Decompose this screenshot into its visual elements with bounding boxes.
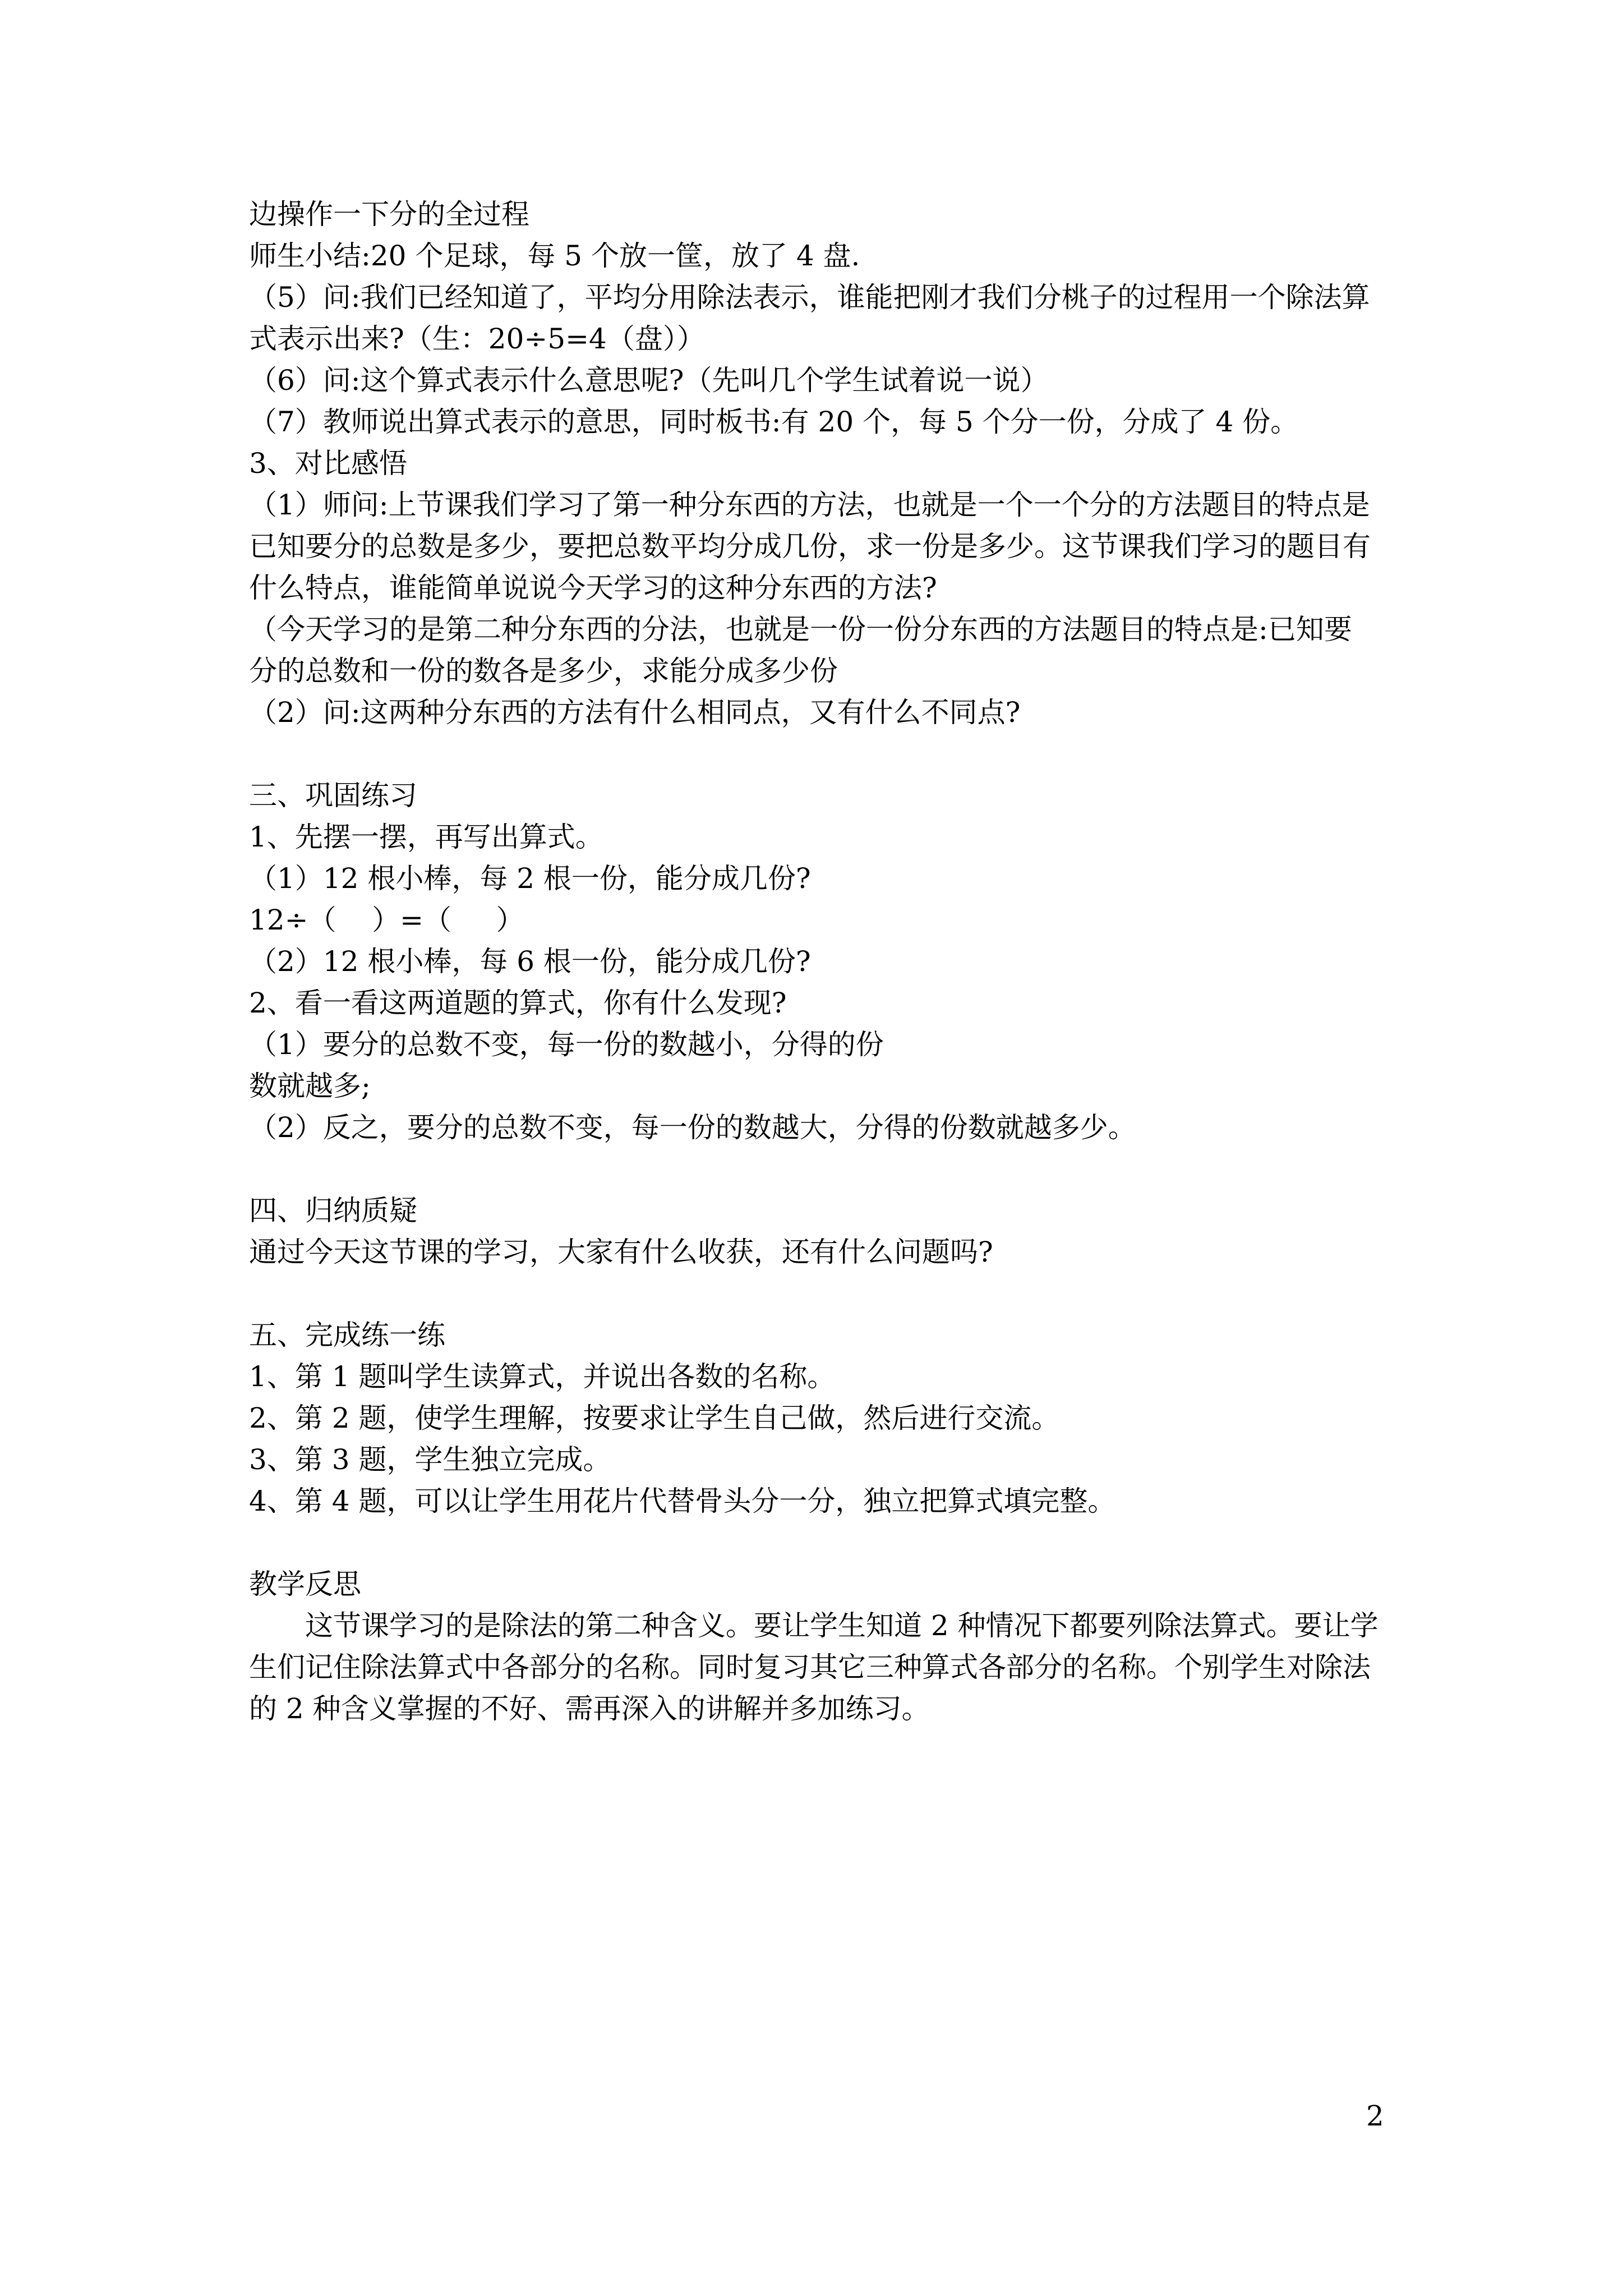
text-line: 分的总数和一份的数各是多少，求能分成多少份 [249, 655, 838, 687]
reflection-paragraph-line: 这节课学习的是除法的第二种含义。要让学生知道 2 种情况下都要列除法算式。要让学 [305, 1609, 1378, 1642]
blank-line [249, 1522, 1404, 1563]
section-heading: 教学反思 [249, 1568, 361, 1600]
section-heading: 五、完成练一练 [249, 1319, 445, 1351]
text-line: 师生小结:20 个足球，每 5 个放一筐，放了 4 盘. [249, 240, 860, 272]
text-line: 1、第 1 题叫学生读算式，并说出各数的名称。 [249, 1360, 836, 1393]
blank-line [249, 1273, 1404, 1314]
text-line: （2）12 根小棒，每 6 根一份，能分成几份? [249, 945, 811, 978]
text-line: 什么特点，谁能简单说说今天学习的这种分东西的方法? [249, 572, 937, 604]
text-line: 已知要分的总数是多少，要把总数平均分成几份，求一份是多少。这节课我们学习的题目有 [249, 530, 1371, 563]
text-line: （6）问:这个算式表示什么意思呢?（先叫几个学生试着说一说） [249, 364, 1049, 397]
text-line: 通过今天这节课的学习，大家有什么收获，还有什么问题吗? [249, 1236, 993, 1268]
section-heading: 三、巩固练习 [249, 779, 417, 812]
text-line: （今天学习的是第二种分东西的分法，也就是一份一份分东西的方法题目的特点是:已知要 [249, 613, 1352, 646]
blank-line [249, 733, 1404, 775]
page-number: 2 [1366, 2100, 1384, 2132]
text-line: 1、先摆一摆，再写出算式。 [249, 821, 603, 853]
text-line: 4、第 4 题，可以让学生用花片代替骨头分一分，独立把算式填完整。 [249, 1485, 1116, 1517]
text-line: （5）问:我们已经知道了，平均分用除法表示，谁能把刚才我们分桃子的过程用一个除法算 [249, 281, 1370, 314]
reflection-paragraph-line: 生们记住除法算式中各部分的名称。同时复习其它三种算式各部分的名称。个别学生对除法 [249, 1651, 1371, 1683]
text-line: （1）师问:上节课我们学习了第一种分东西的方法，也就是一个一个分的方法题目的特点是 [249, 489, 1370, 521]
document-body [249, 194, 1404, 1729]
text-line: （7）教师说出算式表示的意思，同时板书:有 20 个，每 5 个分一份，分成了 4 份。 [249, 406, 1299, 438]
reflection-paragraph-line: 的 2 种含义掌握的不好、需再深入的讲解并多加练习。 [249, 1692, 930, 1725]
text-line: 数就越多; [249, 1070, 371, 1102]
text-line: 2、看一看这两道题的算式，你有什么发现? [249, 987, 787, 1019]
text-line: （2）问:这两种分东西的方法有什么相同点，又有什么不同点? [249, 696, 1021, 729]
text-line: 边操作一下分的全过程 [249, 198, 529, 231]
section-heading: 四、归纳质疑 [249, 1194, 417, 1227]
equation-line: 12÷（ ）=（ ） [249, 904, 524, 936]
blank-line [249, 1148, 1404, 1190]
text-line: （2）反之，要分的总数不变，每一份的数越大，分得的份数就越多少。 [249, 1111, 1136, 1144]
text-line: 3、第 3 题，学生独立完成。 [249, 1443, 611, 1476]
section-heading: 3、对比感悟 [249, 447, 407, 480]
text-line: 式表示出来?（生：20÷5=4（盘）） [249, 323, 705, 355]
text-line: （1）12 根小棒，每 2 根一份，能分成几份? [249, 862, 811, 895]
text-line: （1）要分的总数不变，每一份的数越小，分得的份 [249, 1028, 884, 1061]
text-line: 2、第 2 题，使学生理解，按要求让学生自己做，然后进行交流。 [249, 1402, 1060, 1434]
